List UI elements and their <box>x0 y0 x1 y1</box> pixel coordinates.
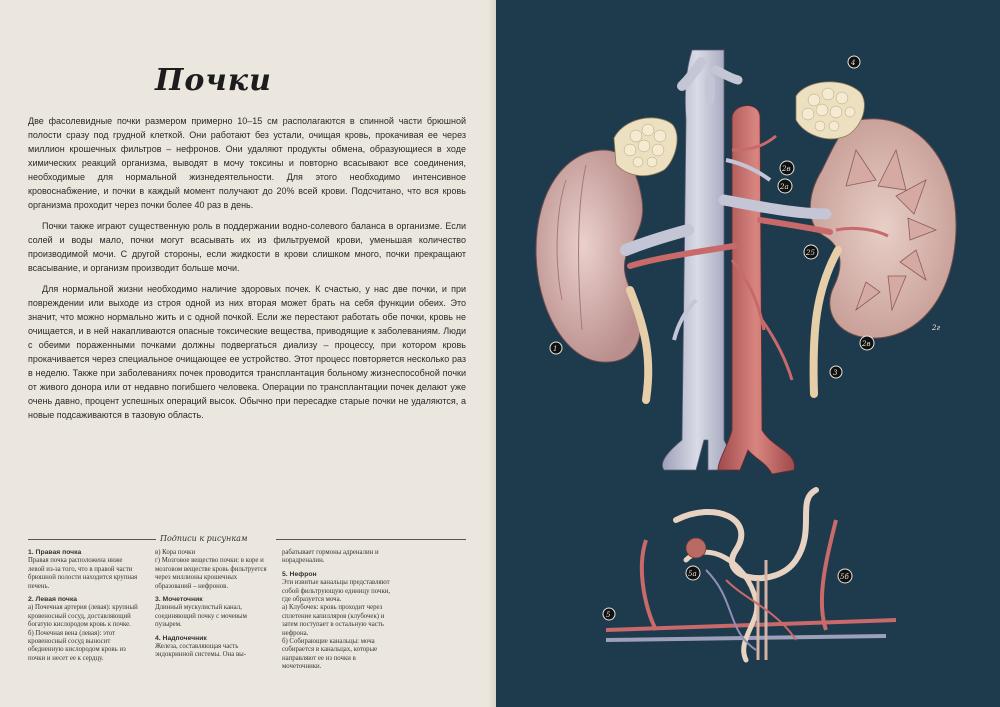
paragraph: Две фасолевидные почки размером примерно 10–15 см располагаются в спинной части брюшной полости сразу под грудной клеткой. Они работают без устали, очищая кровь, прокачивая ее через миллион крошечных фильтров – нефронов. Они удаляют продукты обмена, образующиеся в ходе химических реакций организма, выводят в мочу токсины и повторно всасывают все соединения, необходимые для нормальной жизнедеятельности. Для этого необходимо интенсивное кровоснабжение, и почки в каждый момент получают до 20% всей крови. Подсчитано, что вся кровь организма проходит через почки более 40 раз в день. <box>28 116 466 210</box>
svg-text:5: 5 <box>606 611 611 619</box>
vessel <box>642 540 656 630</box>
svg-text:2г: 2г <box>932 324 940 332</box>
caption-title: 1. Правая почка <box>28 549 82 556</box>
left-kidney-section <box>810 119 956 338</box>
callout-25 <box>804 245 818 259</box>
caption-item <box>282 571 394 672</box>
text-page <box>0 0 496 707</box>
callout-4 <box>848 56 860 68</box>
caption-text: рабатывает гормоны адреналин и норадреналин. <box>282 549 379 565</box>
divider <box>276 539 466 540</box>
paragraph: Почки также играют существенную роль в поддержании водно-солевого баланса в организме. Если солей и воды мало, почки могут всасывать их из фильтруемой крови, уменьшая количество производимой мочи. С другой стороны, если жидкости в крови слишком много, почки прекращают всасывание, и организм производит больше мочи. <box>28 221 466 273</box>
caption-column-3 <box>282 549 394 677</box>
svg-text:1: 1 <box>553 345 558 353</box>
caption-item <box>28 549 140 591</box>
caption-title: 4. Надпочечник <box>155 634 207 642</box>
callout-2v <box>780 161 794 175</box>
nephron-detail <box>606 490 896 660</box>
divider <box>28 539 156 540</box>
page-gutter-shadow <box>488 0 496 707</box>
caption-title: 5. Нефрон <box>282 570 317 578</box>
caption-text: Правая почка расположена ниже левой из-за того, что в правой части брюшной полости находится крупная печень. <box>28 557 138 590</box>
svg-text:2в: 2в <box>862 340 871 348</box>
callout-1 <box>550 342 562 354</box>
caption-title: 3. Мочеточник <box>155 596 203 604</box>
svg-text:4: 4 <box>851 59 856 67</box>
caption-column-1 <box>28 549 140 677</box>
caption-text: Эти извитые канальцы представляют собой фильтрующую единицу почки, где образуется моча. а) Клубочек: кровь проходит через сплетение капилляров (клубочек) и затем поступает в остальную часть нефрона. б) Собирающие канальцы: моча собирается в канальцах, которые направляют ее из почки в мочеточники. <box>282 579 391 671</box>
caption-item <box>155 596 267 630</box>
capillary <box>726 580 796 640</box>
captions-heading <box>28 534 466 544</box>
svg-text:2в: 2в <box>782 165 791 173</box>
vena-cava <box>662 50 731 470</box>
page-title: Почки <box>155 63 272 98</box>
paragraph: Для нормальной жизни необходимо наличие здоровых почек. К счастью, у нас две почки, и при повреждении или выходе из строя одной из них вторая может брать на себя функции обеих. Это значит, что можно нормально жить и с одной почкой. Если же перестают работать обе почки, кровь не очищается, и в ней накапливаются опасные токсические вещества, приводящие к заболеваниям. Люди с обеими пораженными почками должны подвергаться диализу – процессу, при котором кровь прокачивается через специальное очищающее ее устройство. Этот процесс повторяется несколько раз в неделю. Также при заболеваниях почек проводится трансплантация больному жизнеспособной почки от живого донора или от недавно погибшего человека. Операции по трансплантации почек делают уже очень давно, процент успешных операций высок. Обычно при пересадке старые почки не удаляются, а новые подсаживаются в тазовую область. <box>28 284 466 420</box>
caption-title: 2. Левая почка <box>28 596 78 604</box>
vessel <box>822 520 836 630</box>
illustration-page <box>496 0 1000 707</box>
caption-text: а) Почечная артерия (левая): крупный кровеносный сосуд, доставляющий богатую кислородом кровь к почке. б) Почечная вена (левая): этот кровеносный сосуд выносит обедненную кислородом кровь из почки и несет ее к сердцу. <box>28 604 138 662</box>
callout-5 <box>603 608 615 620</box>
vessel <box>762 320 792 380</box>
callout-5a <box>686 566 700 580</box>
caption-text: Длинный мускулистый канал, соединяющий почку с мочевым пузырем. <box>155 604 247 629</box>
convoluted-tubule <box>676 490 816 578</box>
svg-text:5б: 5б <box>840 573 849 581</box>
caption-item <box>282 549 394 566</box>
figure-captions <box>28 549 466 677</box>
callout-5b <box>838 569 852 583</box>
callout-2g <box>931 324 940 332</box>
callout-3 <box>830 366 842 378</box>
right-kidney <box>536 150 643 362</box>
callout-2a <box>778 179 792 193</box>
caption-item <box>155 635 267 660</box>
captions-heading-label: Подписи к рисункам <box>160 534 248 543</box>
svg-text:5а: 5а <box>688 570 697 578</box>
svg-text:3: 3 <box>833 369 838 377</box>
caption-column-2 <box>155 549 267 677</box>
svg-text:25: 25 <box>806 249 815 257</box>
caption-text: в) Кора почки г) Мозговое вещество почки: в коре и мозговом веществе кровь фильтруется через миллионы крошечных образований – нефронов. <box>155 549 267 590</box>
caption-item <box>155 549 267 591</box>
caption-text: Железа, составляющая часть эндокринной системы. Она вы- <box>155 643 246 659</box>
svg-text:2а: 2а <box>780 183 789 191</box>
article-body <box>28 114 466 429</box>
callout-2v-lower <box>860 336 874 350</box>
caption-item <box>28 596 140 663</box>
glomerulus <box>686 538 706 558</box>
kidney-anatomy-illustration <box>496 0 1000 707</box>
